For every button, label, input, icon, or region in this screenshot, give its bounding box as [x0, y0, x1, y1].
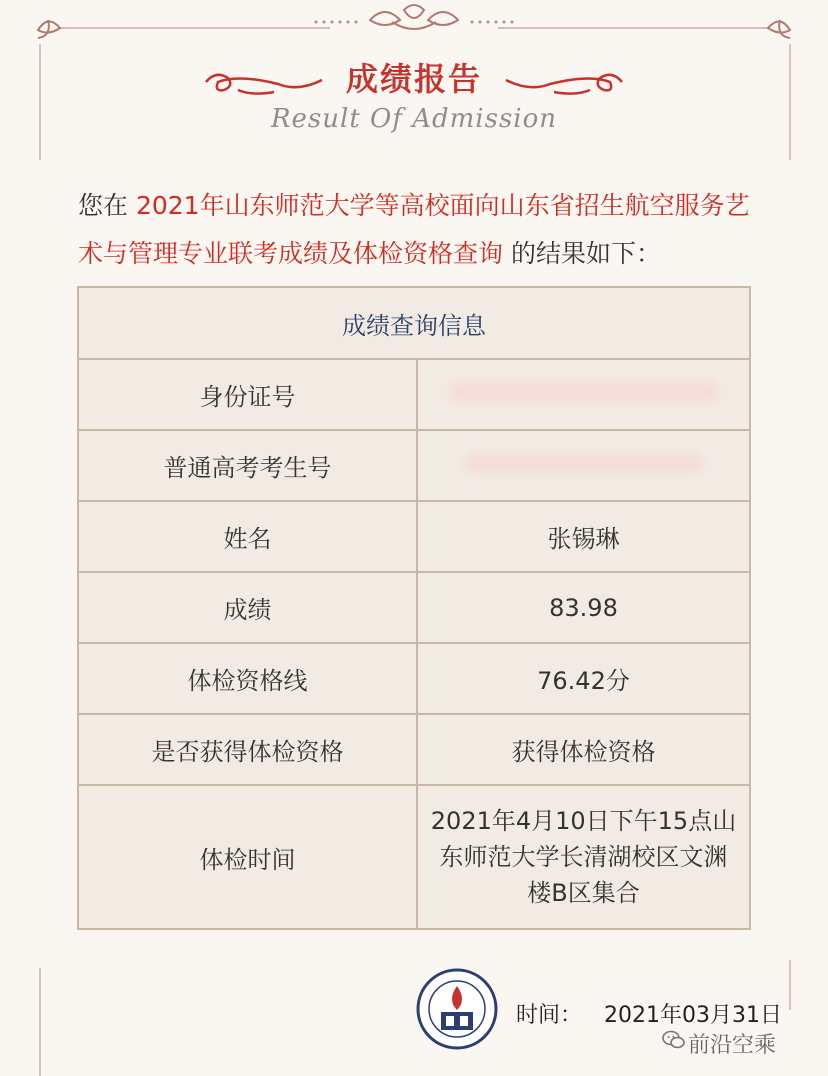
time-label: 时间： [516, 1003, 583, 1028]
footer-time [516, 998, 782, 1029]
table-row [78, 785, 750, 929]
intro-prefix: 您在 [78, 191, 129, 220]
row-value: 获得体检资格 [417, 714, 750, 785]
redacted-exam-number [464, 452, 704, 474]
intro-paragraph [78, 182, 758, 278]
table-header: 成绩查询信息 [78, 287, 750, 359]
intro-suffix: 的结果如下： [510, 239, 661, 268]
wechat-icon [662, 1028, 686, 1052]
row-value: 2021年4月10日下午15点山东师范大学长清湖校区文渊楼B区集合 [417, 785, 750, 929]
row-label: 姓名 [78, 501, 417, 572]
row-label: 普通高考考生号 [78, 430, 417, 501]
table-row [78, 714, 750, 785]
row-value: 张锡琳 [417, 501, 750, 572]
table-row [78, 430, 750, 501]
row-label: 是否获得体检资格 [78, 714, 417, 785]
table-row [78, 643, 750, 714]
table-row [78, 359, 750, 430]
table-row [78, 501, 750, 572]
time-value: 2021年03月31日 [604, 1003, 782, 1028]
row-value: 83.98 [417, 572, 750, 643]
row-label: 身份证号 [78, 359, 417, 430]
intro-highlight: 2021年山东师范大学等高校面向山东省招生航空服务艺术与管理专业联考成绩及体检资格查询 [78, 191, 750, 268]
row-value-redacted [417, 430, 750, 501]
table-header-row [78, 287, 750, 359]
row-label: 成绩 [78, 572, 417, 643]
university-seal-logo [416, 968, 498, 1050]
row-label: 体检时间 [78, 785, 417, 929]
row-value-redacted [417, 359, 750, 430]
page-subtitle: Result Of Admission [270, 104, 558, 134]
row-value: 76.42分 [417, 643, 750, 714]
redacted-id-number [449, 381, 719, 403]
watermark-text: 前沿空乘 [688, 1033, 777, 1058]
page-title: 成绩报告 [345, 60, 482, 98]
table-row [78, 572, 750, 643]
row-label: 体检资格线 [78, 643, 417, 714]
result-table [77, 286, 751, 930]
